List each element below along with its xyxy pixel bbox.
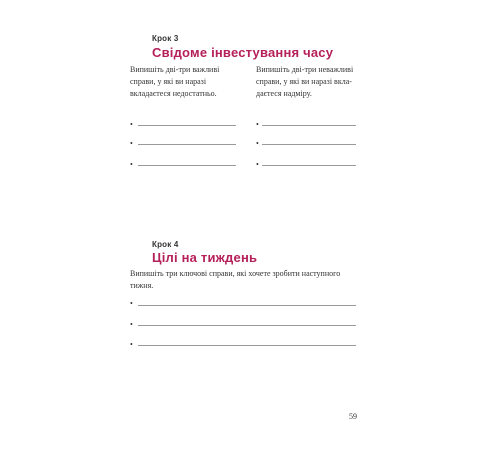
step4-answer-line-3[interactable] [138, 345, 356, 346]
step3-left-instruction-line: вкладаєтеся недостатньо. [130, 89, 217, 98]
step4-instruction-line: Випишіть три ключові справи, які хочете зробити наступного [130, 269, 341, 278]
step3-left-instruction [130, 64, 250, 100]
bullet: • [130, 160, 133, 169]
bullet: • [130, 340, 133, 349]
step3-left-answer-line-2[interactable] [138, 144, 236, 145]
step4-answer-line-2[interactable] [138, 325, 356, 326]
step3-left-instruction-line: справи, у які ви наразі [130, 77, 207, 86]
bullet: • [130, 320, 133, 329]
step3-left-instruction-line: Випишіть дві-три важливі [130, 65, 220, 74]
step3-right-answer-line-3[interactable] [262, 165, 356, 166]
bullet: • [130, 299, 133, 308]
step4-title: Цілі на тиждень [152, 250, 258, 265]
bullet: • [256, 139, 259, 148]
step3-right-answer-line-2[interactable] [262, 144, 356, 145]
step3-right-answer-line-1[interactable] [262, 125, 356, 126]
step3-left-answer-line-3[interactable] [138, 165, 236, 166]
step3-right-instruction [256, 64, 380, 100]
step3-left-answer-line-1[interactable] [138, 125, 236, 126]
step3-right-instruction-line: даєтеся надміру. [256, 89, 312, 98]
step3-right-instruction-line: Випишіть дві-три неважливі [256, 65, 354, 74]
step4-instruction [130, 268, 362, 292]
page-number: 59 [349, 412, 357, 421]
bullet: • [130, 139, 133, 148]
bullet: • [130, 120, 133, 129]
bullet: • [256, 160, 259, 169]
step4-instruction-line: тижня. [130, 281, 154, 290]
bullet: • [256, 120, 259, 129]
step3-right-instruction-line: справи, у які ви наразі вкла- [256, 77, 352, 86]
step3-title: Свідоме інвестування часу [152, 45, 334, 60]
step4-answer-line-1[interactable] [138, 305, 356, 306]
step4-label: Крок 4 [152, 240, 179, 249]
step3-label: Крок 3 [152, 34, 179, 43]
